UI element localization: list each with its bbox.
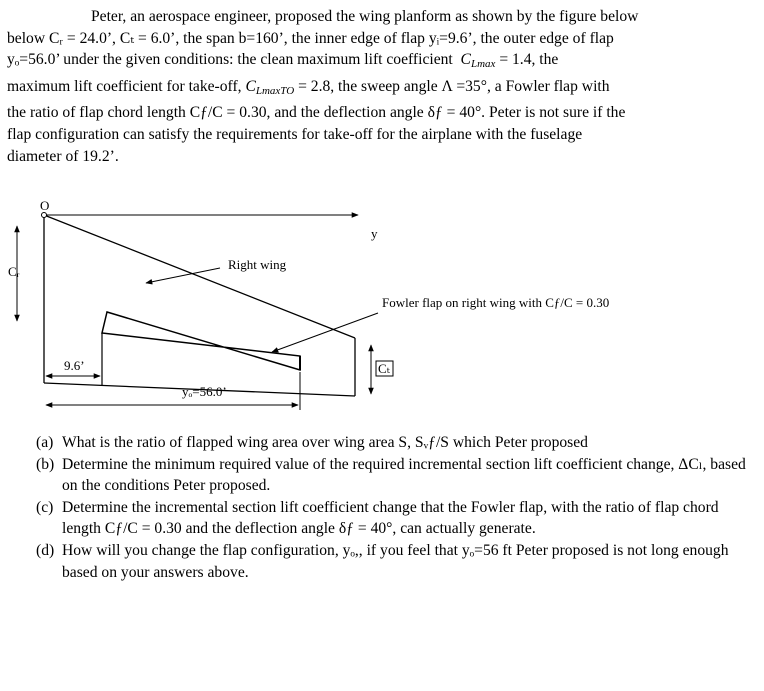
- question-a-text: What is the ratio of flapped wing area over wing area S, Sᵥƒ/S which Peter proposed: [62, 434, 588, 451]
- root-chord-label: Cᵣ: [8, 264, 20, 279]
- clmaxto-symbol: C: [245, 77, 256, 95]
- question-b-text: Determine the minimum required value of the required incremental section lift coefficient change, ΔCₗ, based on the conditions Peter proposed.: [62, 455, 746, 495]
- intro-line-7: diameter of 19.2’.: [7, 147, 119, 165]
- question-b-label: (b): [36, 455, 55, 473]
- intro-line-5: the ratio of flap chord length Cƒ/C = 0.30, and the deflection angle δƒ = 40°. Peter is not sure if the: [7, 104, 626, 122]
- y-axis-label: y: [371, 226, 378, 241]
- intro-line-6: flap configuration can satisfy the requirements for take-off for the airplane with the fuselage: [7, 125, 583, 143]
- flap-pointer: [272, 313, 378, 352]
- wing-planform-figure: [0, 195, 764, 425]
- clmax-subscript: Lmax: [470, 58, 496, 71]
- tip-chord-label: Cₜ: [378, 361, 390, 376]
- intro-line-3a: yₒ=56.0’ under the given conditions: the clean maximum lift coefficient: [7, 51, 453, 69]
- question-b: [36, 454, 756, 497]
- question-d-label: (d): [36, 541, 55, 559]
- yo-label: yₒ=56.0’: [182, 384, 227, 399]
- intro-line-1: Peter, an aerospace engineer, proposed the wing planform as shown by the figure below: [91, 8, 639, 25]
- question-d: [36, 540, 756, 583]
- clmax-symbol: C: [460, 51, 471, 69]
- question-c-label: (c): [36, 498, 54, 516]
- intro-line-2: below Cᵣ = 24.0’, Cₜ = 6.0’, the span b=160’, the inner edge of flap yᵢ=9.6’, the outer edge of flap: [7, 29, 614, 47]
- leading-edge: [44, 215, 355, 338]
- question-c-text: Determine the incremental section lift coefficient change that the Fowler flap, with the ratio of flap chord length Cƒ/C = 0.30 and the deflection angle δƒ = 40°, can actually generate.: [62, 498, 719, 538]
- flap-label: Fowler flap on right wing with Cƒ/C = 0.30: [382, 295, 610, 310]
- problem-statement: [7, 6, 755, 167]
- intro-line-3b: = 1.4, the: [499, 51, 559, 69]
- question-a: [36, 432, 756, 454]
- question-list: [36, 432, 756, 583]
- right-wing-label: Right wing: [228, 257, 287, 272]
- question-c: [36, 497, 756, 540]
- yi-label: 9.6’: [64, 358, 85, 373]
- origin-label: O: [40, 198, 50, 213]
- intro-line-4a: maximum lift coefficient for take-off,: [7, 77, 242, 95]
- intro-line-4b: = 2.8, the sweep angle Λ =35°, a Fowler flap with: [298, 77, 610, 95]
- origin-point: [42, 213, 47, 218]
- question-a-label: (a): [36, 434, 54, 451]
- clmaxto-subscript: LmaxTO: [255, 84, 295, 97]
- fowler-flap-outline: [102, 312, 300, 370]
- question-d-text: How will you change the flap configuration, yₒ,, if you feel that yₒ=56 ft Peter proposed is not long enough based on your answers above.: [62, 541, 729, 581]
